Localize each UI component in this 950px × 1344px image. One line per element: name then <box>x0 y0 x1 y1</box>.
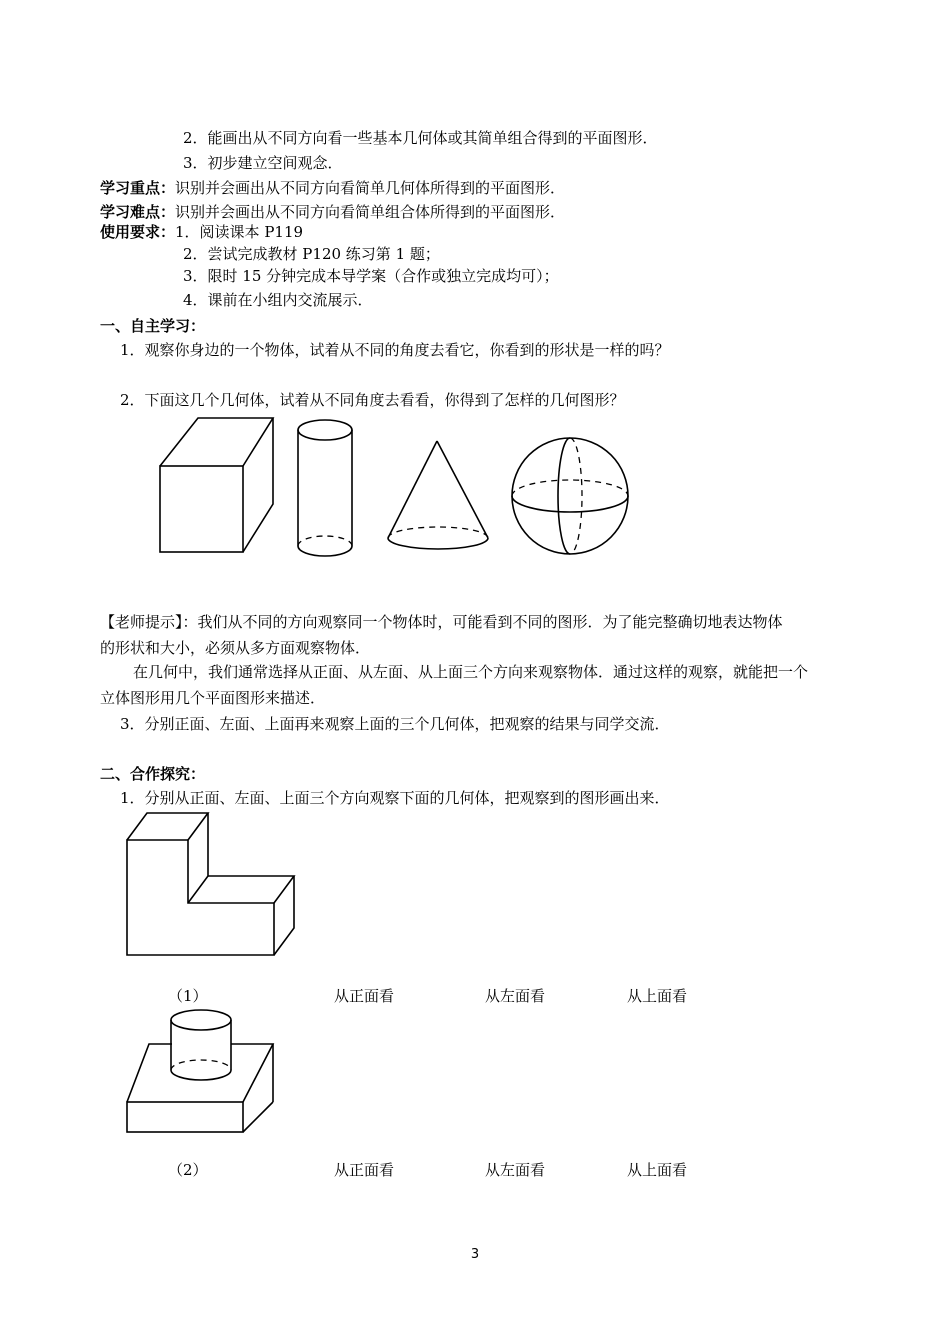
requirements <box>100 222 303 242</box>
para-line2: 立体图形用几个平面图形来描述． <box>100 689 326 707</box>
section2-q1: 1．分别从正面、左面、上面三个方向观察下面的几何体，把观察到的图形画出来． <box>120 789 670 807</box>
requirement-item-3: 3．限时 15 分钟完成本导学案（合作或独立完成均可）； <box>183 267 559 285</box>
difficulty <box>100 202 565 222</box>
page-number: 3 <box>470 1247 480 1262</box>
sphere-figure <box>510 436 632 558</box>
key-point <box>100 178 565 198</box>
requirements-label: 使用要求： <box>100 223 176 241</box>
fig1-front-view-label: 从正面看 <box>334 987 395 1005</box>
goal-item-2: 2．能画出从不同方向看一些基本几何体或其简单组合得到的平面图形． <box>183 129 658 147</box>
difficulty-text: 识别并会画出从不同方向看简单组合体所得到的平面图形． <box>175 203 566 221</box>
requirement-item-2: 2．尝试完成教材 P120 练习第 1 题； <box>183 245 440 263</box>
cylinder-on-slab-figure <box>124 1006 276 1136</box>
teacher-tip-line2: 的形状和大小，必须从多方面观察物体． <box>100 639 371 657</box>
section1-heading: 一、自主学习： <box>100 317 206 335</box>
teacher-tip-line1: 【老师提示】：我们从不同的方向观察同一个物体时，可能看到不同的图形．为了能完整确切地表达物体 <box>100 613 783 631</box>
section1-q3: 3．分别正面、左面、上面再来观察上面的三个几何体，把观察的结果与同学交流． <box>120 715 670 733</box>
section1-q1: 1．观察你身边的一个物体，试着从不同的角度去看它，你看到的形状是一样的吗？ <box>120 341 670 359</box>
section1-q2: 2．下面这几个几何体，试着从不同角度去看看，你得到了怎样的几何图形？ <box>120 391 625 409</box>
fig2-label: （2） <box>168 1161 208 1179</box>
requirement-item-4: 4．课前在小组内交流展示． <box>183 291 373 309</box>
requirement-item-1: 1．阅读课本 P119 <box>175 223 304 241</box>
fig2-left-view-label: 从左面看 <box>485 1161 546 1179</box>
fig1-left-view-label: 从左面看 <box>485 987 546 1005</box>
section2-heading: 二、合作探究： <box>100 765 206 783</box>
fig2-top-view-label: 从上面看 <box>627 1161 688 1179</box>
l-shape-solid-figure <box>124 810 294 960</box>
cone-figure <box>384 438 494 558</box>
fig1-label: （1） <box>168 987 208 1005</box>
cube-figure <box>158 416 278 556</box>
goal-item-3: 3．初步建立空间观念． <box>183 154 343 172</box>
cylinder-figure <box>296 418 358 560</box>
para-line1: 在几何中，我们通常选择从正面、从左面、从上面三个方向来观察物体．通过这样的观察，就能把一个 <box>133 663 809 681</box>
fig2-front-view-label: 从正面看 <box>334 1161 395 1179</box>
difficulty-label: 学习难点： <box>100 203 176 221</box>
key-point-text: 识别并会画出从不同方向看简单几何体所得到的平面图形． <box>175 179 566 197</box>
key-point-label: 学习重点： <box>100 179 176 197</box>
fig1-top-view-label: 从上面看 <box>627 987 688 1005</box>
